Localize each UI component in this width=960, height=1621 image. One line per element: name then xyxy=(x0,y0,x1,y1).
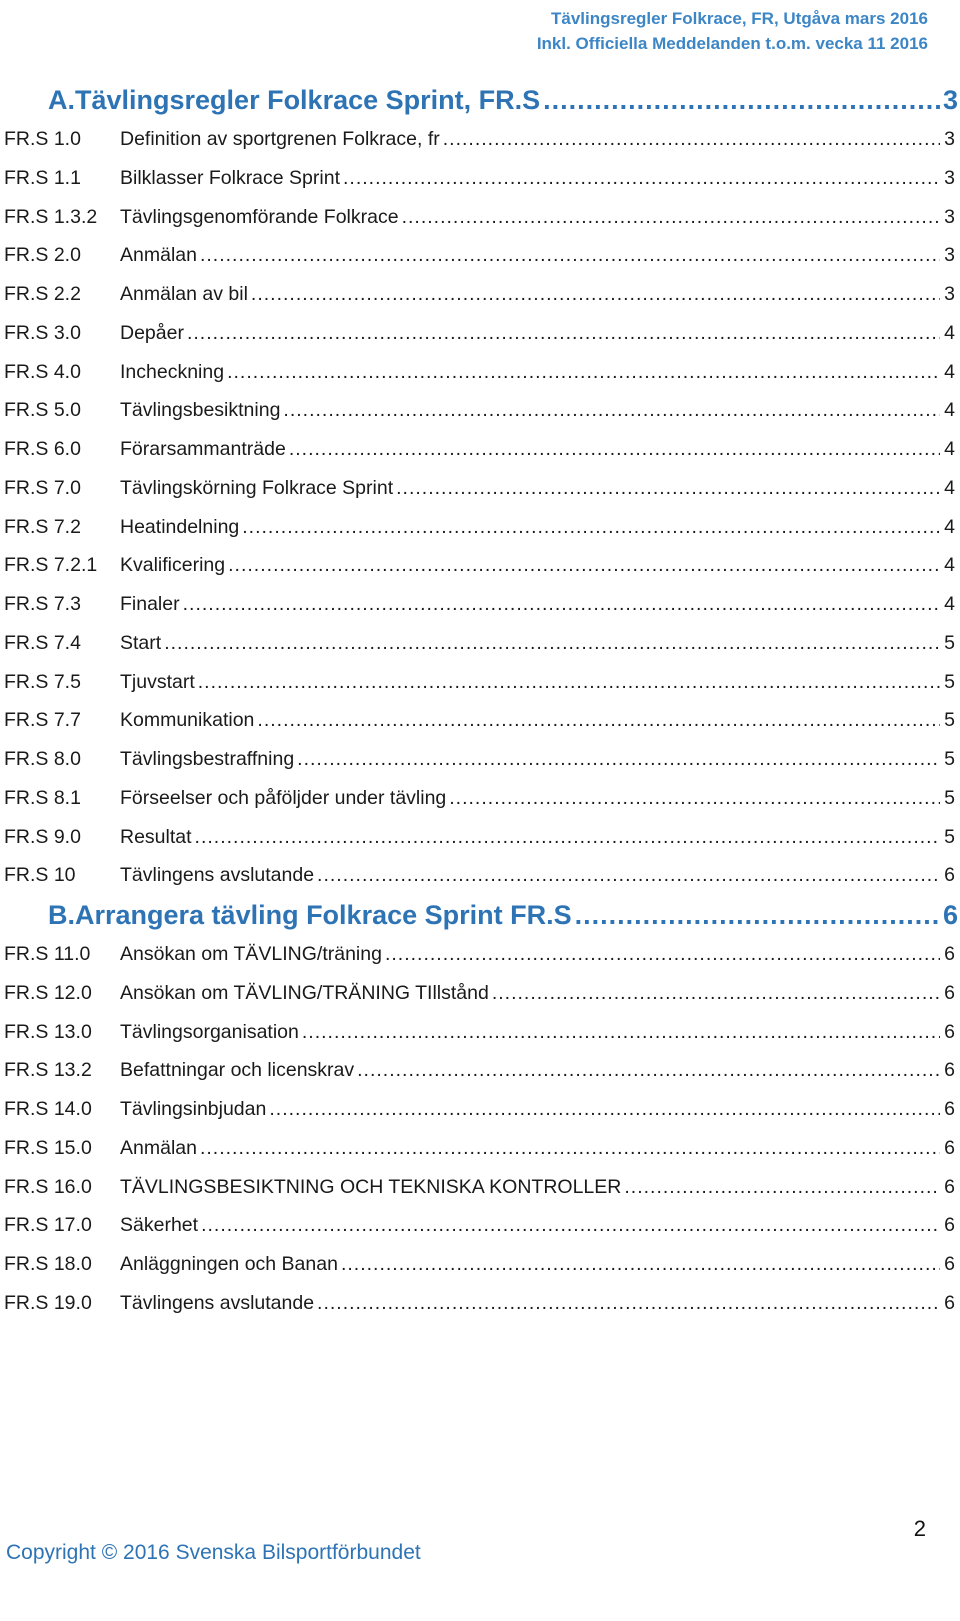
toc-entry[interactable] xyxy=(0,430,955,469)
entry-number: FR.S 8.1 xyxy=(4,786,81,809)
entry-number: FR.S 13.0 xyxy=(4,1020,92,1043)
toc-entry[interactable] xyxy=(0,856,955,895)
entry-title: Tävlingens avslutande xyxy=(120,1291,315,1314)
dot-leader xyxy=(187,314,940,353)
entry-number: FR.S 7.4 xyxy=(4,631,81,654)
entry-page: 5 xyxy=(944,786,955,809)
toc-entry[interactable] xyxy=(0,624,955,663)
entry-title: Befattningar och licenskrav xyxy=(120,1059,355,1082)
entry-page: 4 xyxy=(944,321,955,344)
toc-entry[interactable] xyxy=(0,740,955,779)
dot-leader xyxy=(357,1051,940,1090)
toc-entry[interactable] xyxy=(0,1206,955,1245)
entry-title: Heatindelning xyxy=(120,515,240,538)
toc-entry[interactable] xyxy=(0,974,955,1013)
entry-title: Definition av sportgrenen Folkrace, fr xyxy=(120,128,440,150)
dot-leader xyxy=(198,663,940,702)
entry-number: FR.S 7.7 xyxy=(4,709,81,732)
toc-entry[interactable] xyxy=(0,701,955,740)
entry-page: 5 xyxy=(944,631,955,654)
entry-page: 4 xyxy=(944,360,955,383)
entry-number: FR.S 11.0 xyxy=(4,943,91,965)
dot-leader xyxy=(228,546,940,585)
entry-title: Tjuvstart xyxy=(120,670,195,693)
entry-page: 5 xyxy=(944,825,955,848)
entry-page: 3 xyxy=(944,128,955,150)
entry-title: Incheckning xyxy=(120,360,225,383)
toc-entry[interactable] xyxy=(0,1013,955,1052)
entry-title: Ansökan om TÄVLING/TRÄNING TIllstånd xyxy=(120,981,489,1004)
entry-number: FR.S 12.0 xyxy=(4,981,92,1004)
entry-page: 4 xyxy=(944,515,955,538)
dot-leader xyxy=(341,1245,940,1284)
toc-entry[interactable] xyxy=(0,508,955,547)
entry-page: 6 xyxy=(944,1214,955,1237)
entry-title: Förseelser och påföljder under tävling xyxy=(120,786,447,809)
entry-number: FR.S 7.5 xyxy=(4,670,81,693)
dot-leader xyxy=(183,585,940,624)
entry-number: FR.S 3.0 xyxy=(4,321,81,344)
section-title: Tävlingsregler Folkrace Sprint, FR.S xyxy=(75,85,541,115)
toc-entry[interactable] xyxy=(0,935,955,974)
entry-number: FR.S 15.0 xyxy=(4,1136,92,1159)
section-page: 6 xyxy=(943,900,959,930)
entry-title: Tävlingskörning Folkrace Sprint xyxy=(120,476,394,499)
entry-page: 4 xyxy=(944,476,955,499)
toc-section-heading[interactable] xyxy=(0,895,959,935)
entry-number: FR.S 8.0 xyxy=(4,748,81,770)
toc-entry[interactable] xyxy=(0,236,955,275)
section-title: Arrangera tävling Folkrace Sprint FR.S xyxy=(75,900,572,930)
entry-number: FR.S 1.0 xyxy=(4,128,81,150)
entry-title: TÄVLINGSBESIKTNING OCH TEKNISKA KONTROLLER xyxy=(120,1175,622,1198)
copyright-footer: Copyright © 2016 Svenska Bilsportförbundet xyxy=(6,1541,421,1564)
entry-number: FR.S 1.1 xyxy=(4,166,81,189)
entry-number: FR.S 6.0 xyxy=(4,438,81,460)
entry-title: Tävlingsbesiktning xyxy=(120,399,281,422)
entry-number: FR.S 5.0 xyxy=(4,399,81,422)
dot-leader xyxy=(449,779,940,818)
entry-number: FR.S 16.0 xyxy=(4,1175,92,1198)
toc-entry[interactable] xyxy=(0,1284,955,1323)
dot-leader xyxy=(164,624,940,663)
entry-title: Resultat xyxy=(120,825,192,848)
entry-number: FR.S 18.0 xyxy=(4,1253,92,1275)
toc-entry[interactable] xyxy=(0,585,955,624)
toc-entry[interactable] xyxy=(0,663,955,702)
dot-leader xyxy=(402,198,940,237)
entry-page: 4 xyxy=(944,399,955,422)
dot-leader xyxy=(624,1168,940,1207)
entry-page: 5 xyxy=(944,709,955,732)
toc-entry[interactable] xyxy=(0,1090,955,1129)
toc-entry[interactable] xyxy=(0,779,955,818)
entry-page: 5 xyxy=(944,748,955,770)
header-line-2: Inkl. Officiella Meddelanden t.o.m. vecka 11 2016 xyxy=(536,34,928,53)
entry-number: FR.S 7.2 xyxy=(4,515,81,538)
entry-page: 5 xyxy=(944,670,955,693)
dot-leader xyxy=(543,80,940,120)
entry-number: FR.S 4.0 xyxy=(4,360,81,383)
toc-entry[interactable] xyxy=(0,391,955,430)
entry-page: 6 xyxy=(944,1098,955,1120)
dot-leader xyxy=(317,856,940,895)
dot-leader xyxy=(200,1129,940,1168)
toc-entry[interactable] xyxy=(0,159,955,198)
entry-page: 6 xyxy=(944,1291,955,1314)
entry-page: 6 xyxy=(944,1059,955,1082)
entry-number: FR.S 9.0 xyxy=(4,825,81,848)
dot-leader xyxy=(396,469,940,508)
entry-title: Tävlingsorganisation xyxy=(120,1020,299,1043)
entry-page: 4 xyxy=(944,593,955,615)
entry-title: Tävlingsbestraffning xyxy=(120,748,295,770)
entry-title: Kvalificering xyxy=(120,554,226,577)
toc-section-heading[interactable] xyxy=(0,80,959,120)
entry-title: Kommunikation xyxy=(120,709,255,732)
entry-title: Anläggningen och Banan xyxy=(120,1253,338,1275)
toc-entry[interactable] xyxy=(0,120,955,159)
entry-title: Start xyxy=(120,631,162,654)
entry-number: FR.S 19.0 xyxy=(4,1291,92,1314)
dot-leader xyxy=(227,353,940,392)
dot-leader xyxy=(289,430,940,469)
toc-entry[interactable] xyxy=(0,1129,955,1168)
toc-entry[interactable] xyxy=(0,546,955,585)
page-number: 2 xyxy=(913,1516,926,1541)
entry-title: Säkerhet xyxy=(120,1214,199,1237)
entry-title: Tävlingens avslutande xyxy=(120,864,315,887)
toc-entry[interactable] xyxy=(0,353,955,392)
toc-entry[interactable] xyxy=(0,198,955,237)
toc-entry[interactable] xyxy=(0,469,955,508)
dot-leader xyxy=(302,1013,940,1052)
entry-number: FR.S 7.2.1 xyxy=(4,554,98,577)
entry-title: Bilklasser Folkrace Sprint xyxy=(120,166,340,189)
dot-leader xyxy=(297,740,940,779)
toc-entry[interactable] xyxy=(0,1168,955,1207)
section-letter: A. xyxy=(48,85,75,115)
dot-leader xyxy=(251,275,940,314)
page-header xyxy=(537,6,928,56)
entry-page: 3 xyxy=(944,166,955,189)
entry-page: 3 xyxy=(944,205,955,228)
entry-number: FR.S 7.0 xyxy=(4,476,81,499)
dot-leader xyxy=(343,159,940,198)
entry-page: 6 xyxy=(944,943,955,965)
entry-title: Anmälan av bil xyxy=(120,283,248,305)
dot-leader xyxy=(575,895,940,935)
toc-entry[interactable] xyxy=(0,1245,955,1284)
entry-title: Depåer xyxy=(120,321,184,344)
entry-page: 6 xyxy=(944,981,955,1004)
entry-number: FR.S 17.0 xyxy=(4,1214,92,1237)
entry-number: FR.S 14.0 xyxy=(4,1098,92,1120)
entry-page: 6 xyxy=(944,1020,955,1043)
entry-title: Ansökan om TÄVLING/träning xyxy=(120,943,382,965)
entry-number: FR.S 10 xyxy=(4,864,76,887)
toc-entry[interactable] xyxy=(0,275,955,314)
section-page: 3 xyxy=(943,85,959,115)
entry-page: 6 xyxy=(944,1253,955,1275)
dot-leader xyxy=(492,974,940,1013)
dot-leader xyxy=(257,701,940,740)
entry-page: 4 xyxy=(944,554,955,577)
entry-title: Anmälan xyxy=(120,1136,197,1159)
dot-leader xyxy=(385,935,940,974)
toc-entry[interactable] xyxy=(0,818,955,857)
toc-entry[interactable] xyxy=(0,1051,955,1090)
entry-title: Anmälan xyxy=(120,244,197,267)
entry-title: Tävlingsinbjudan xyxy=(120,1098,267,1120)
entry-number: FR.S 1.3.2 xyxy=(4,205,98,228)
entry-title: Finaler xyxy=(120,593,180,615)
entry-page: 6 xyxy=(944,1136,955,1159)
table-of-contents xyxy=(0,80,959,1323)
dot-leader xyxy=(195,818,940,857)
dot-leader xyxy=(242,508,940,547)
section-letter: B. xyxy=(48,900,75,930)
entry-page: 3 xyxy=(944,244,955,267)
entry-number: FR.S 2.0 xyxy=(4,244,81,267)
entry-title: Förarsammanträde xyxy=(120,438,286,460)
dot-leader xyxy=(443,120,940,159)
header-line-1: Tävlingsregler Folkrace, FR, Utgåva mars 2016 xyxy=(550,9,928,28)
entry-page: 6 xyxy=(944,864,955,887)
entry-page: 6 xyxy=(944,1175,955,1198)
entry-number: FR.S 7.3 xyxy=(4,593,81,615)
entry-title: Tävlingsgenomförande Folkrace xyxy=(120,205,399,228)
entry-page: 4 xyxy=(944,438,955,460)
toc-entry[interactable] xyxy=(0,314,955,353)
dot-leader xyxy=(317,1284,940,1323)
dot-leader xyxy=(201,1206,940,1245)
entry-number: FR.S 2.2 xyxy=(4,283,81,305)
dot-leader xyxy=(200,236,940,275)
dot-leader xyxy=(269,1090,940,1129)
entry-page: 3 xyxy=(944,283,955,305)
entry-number: FR.S 13.2 xyxy=(4,1059,92,1082)
dot-leader xyxy=(283,391,940,430)
